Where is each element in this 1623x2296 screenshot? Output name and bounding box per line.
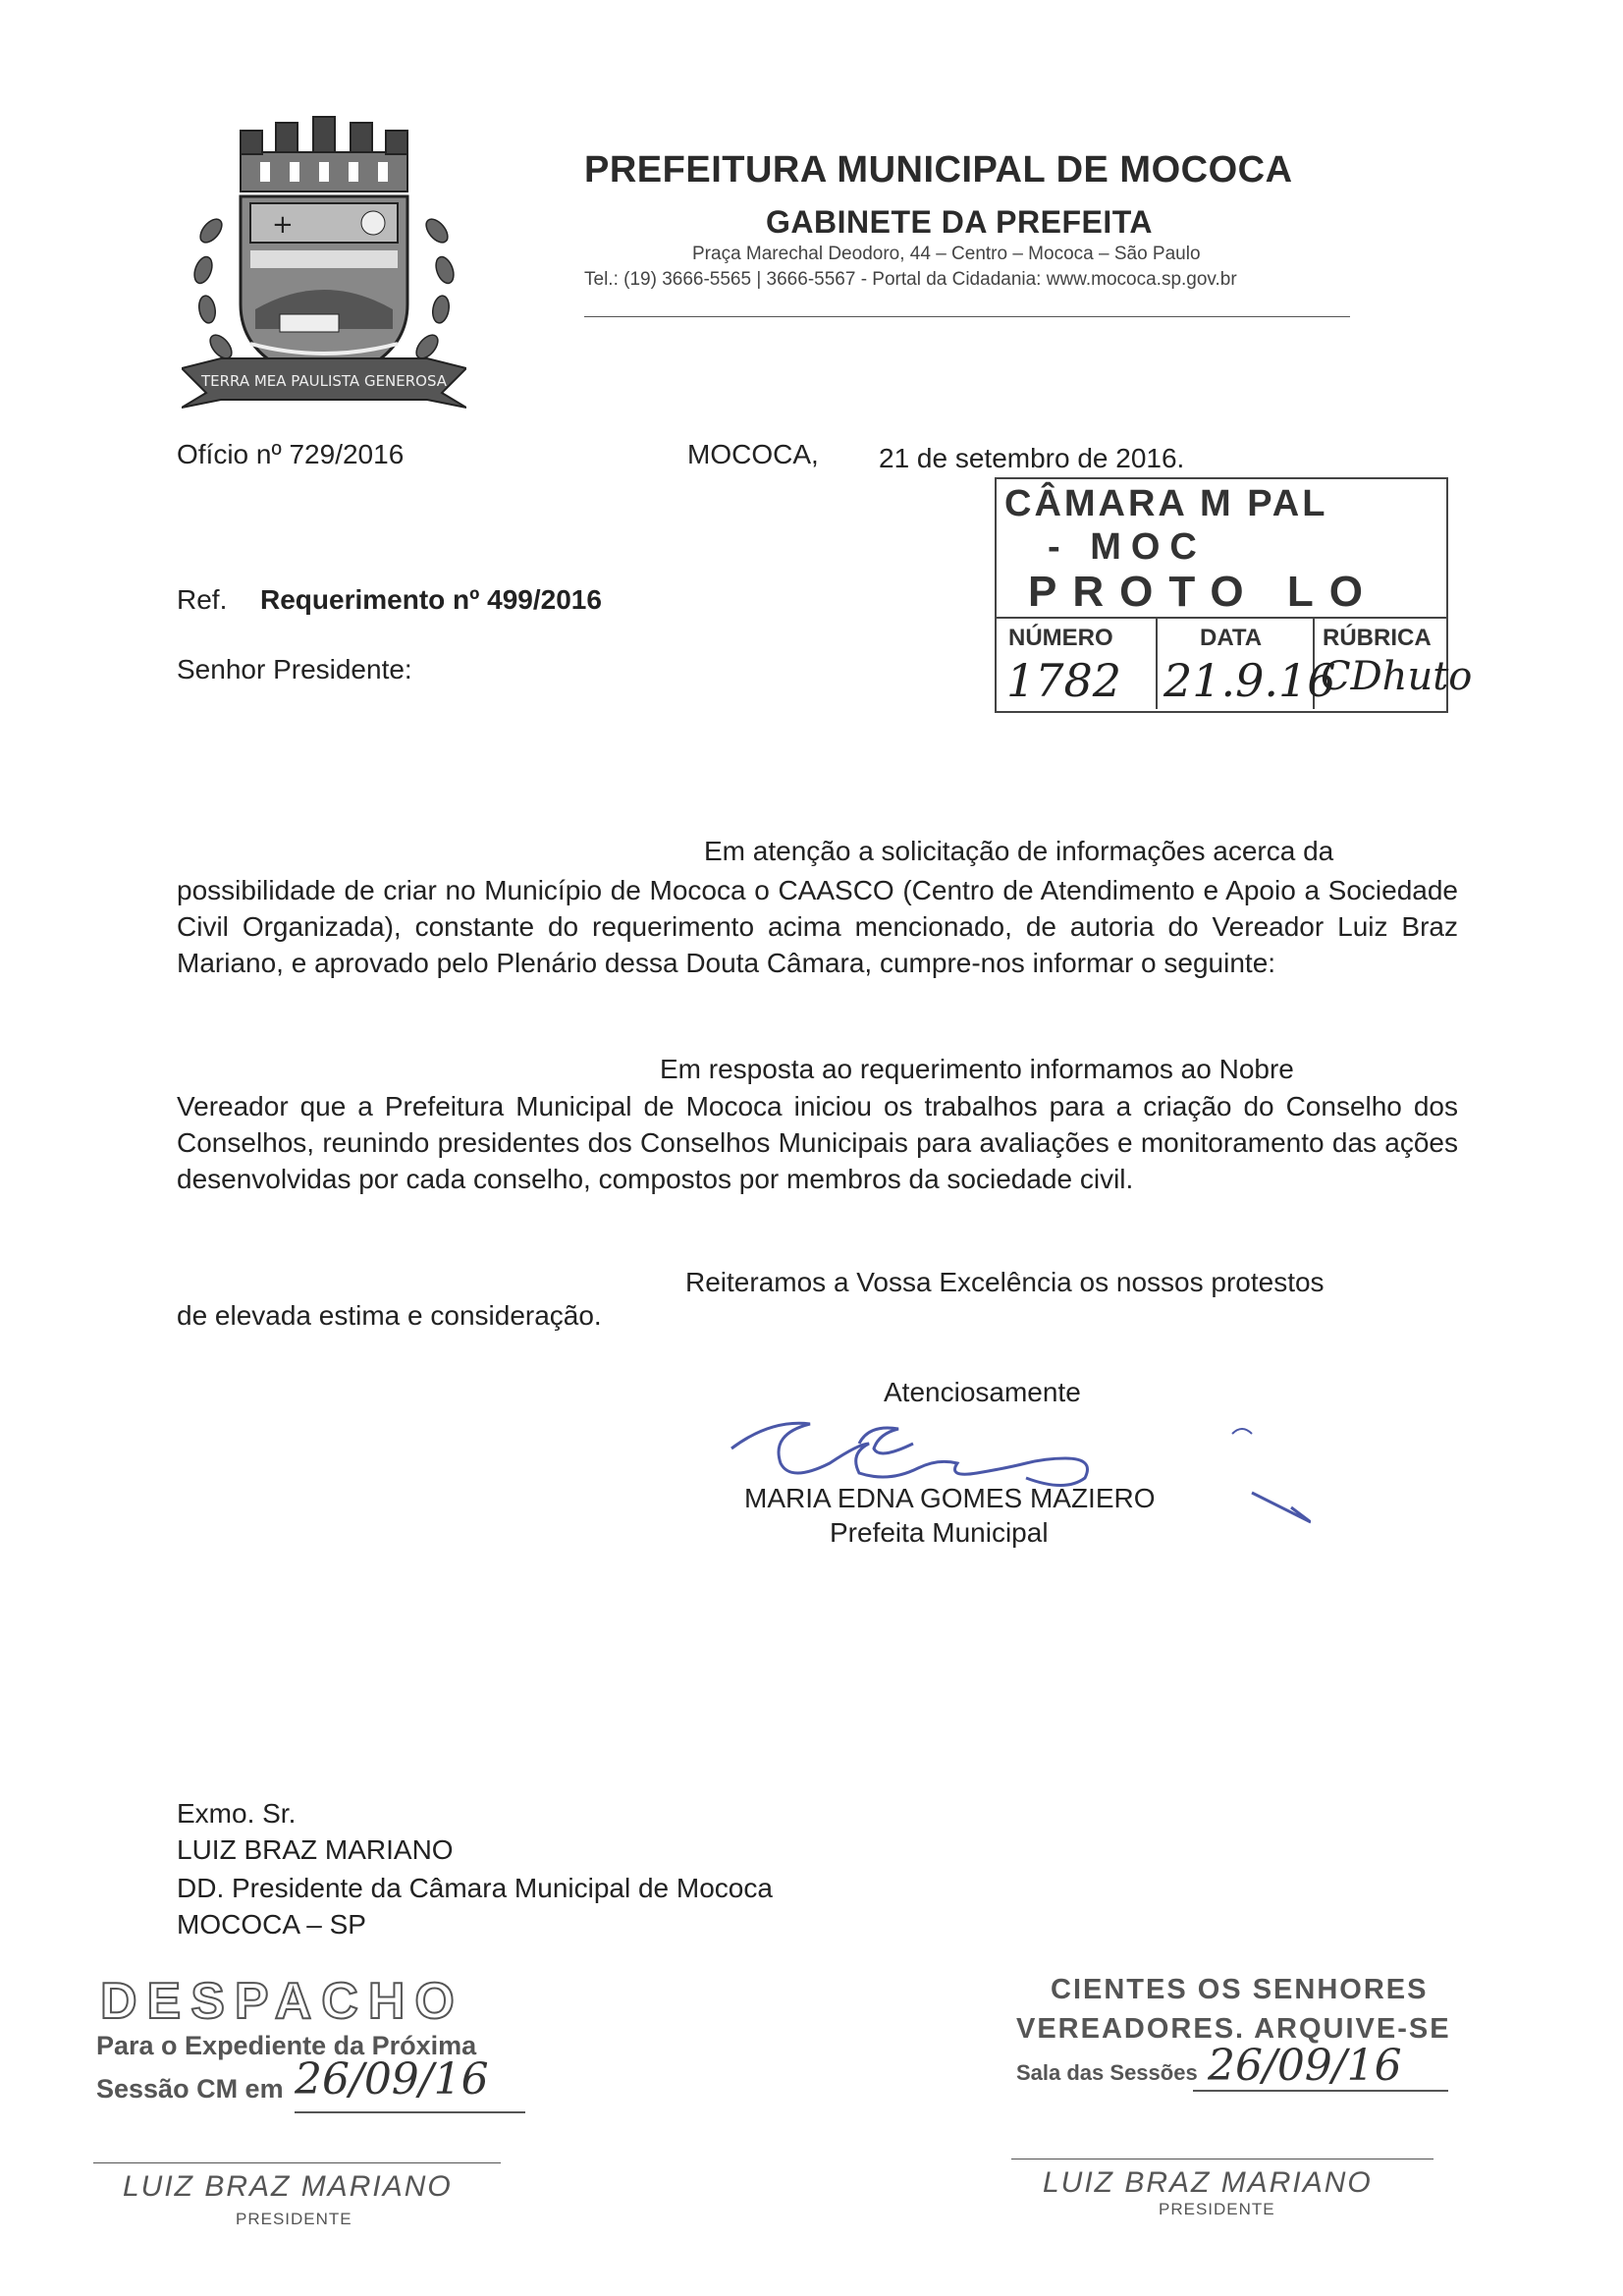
addressee-city: MOCOCA – SP [177,1909,366,1940]
despacho-handwritten-date: 26/09/16 [295,2054,489,2105]
despacho-date-underline [295,2111,525,2113]
paragraph-1-body: possibilidade de criar no Município de Mococa o CAASCO (Centro de Atendimento e Apoio a Sociedade Civil Organizada), constante do requerimento acima mencionado, de autoria do Vereador Luiz Braz Mariano, e aprovado pelo Plenário dessa Douta Câmara, cumpre-nos informar o seguinte: [177,875,1458,978]
signer-role: Prefeita Municipal [830,1517,1049,1548]
cientes-stamp-name: LUIZ BRAZ MARIANO [1043,2166,1373,2199]
cientes-handwritten-date: 26/09/16 [1208,2041,1402,2091]
paragraph-2-first-line: Em resposta ao requerimento informamos ao Nobre [660,1054,1294,1084]
addressee-title: DD. Presidente da Câmara Municipal de Mococa [177,1873,773,1903]
protocol-date-label: DATA [1200,625,1263,651]
addressee-line1: Exmo. Sr. [177,1798,297,1829]
municipal-coat-of-arms-icon [182,113,466,427]
paragraph-3-body: de elevada estima e consideração. [177,1300,602,1331]
closing-greeting: Atenciosamente [884,1377,1081,1407]
svg-text:+: + [272,210,294,240]
cientes-stamp-line3: Sala das Sessões [1016,2060,1198,2085]
letterhead-contact: Tel.: (19) 3666-5565 | 3666-5567 - Portal da Cidadania: www.mococa.sp.gov.br [584,269,1237,290]
addressee-name: LUIZ BRAZ MARIANO [177,1834,454,1865]
place: MOCOCA, [687,439,819,469]
svg-text:TERRA MEA PAULISTA GENEROSA: TERRA MEA PAULISTA GENEROSA [200,372,448,390]
letterhead-title: PREFEITURA MUNICIPAL DE MOCOCA [584,149,1293,191]
letter-date: 21 de setembro de 2016. [879,443,1185,473]
despacho-signature-line [93,2162,501,2163]
protocol-rubric-value: CDhuto [1321,654,1473,699]
protocol-stamp-column-divider [1156,617,1158,709]
cientes-stamp-line2: VEREADORES. ARQUIVE-SE [1016,2013,1451,2045]
protocol-stamp [989,469,1473,727]
protocol-rubric-label: RÚBRICA [1323,625,1432,651]
despacho-stamp-name: LUIZ BRAZ MARIANO [123,2170,453,2203]
protocol-stamp-line1: CÂMARA M PAL [1004,483,1328,524]
letterhead-divider [584,316,1350,317]
cientes-date-underline [1193,2090,1448,2092]
despacho-stamp-role: PRESIDENTE [236,2210,352,2228]
protocol-stamp-divider [995,617,1446,619]
ref-value: Requerimento nº 499/2016 [260,584,602,615]
paragraph-1-first-line: Em atenção a solicitação de informações acerca da [704,836,1334,866]
letterhead-address: Praça Marechal Deodoro, 44 – Centro – Mococa – São Paulo [692,244,1201,264]
paragraph-3-first-line: Reiteramos a Vossa Excelência os nossos protestos [685,1267,1325,1297]
protocol-stamp-line3: PROTO LO [1028,568,1379,616]
oficio-number: Ofício nº 729/2016 [177,439,405,469]
cientes-stamp-role: PRESIDENTE [1159,2200,1275,2218]
protocol-date-value: 21.9.16 [1163,654,1336,707]
protocol-number-label: NÚMERO [1008,625,1113,651]
paragraph-2-body: Vereador que a Prefeitura Municipal de Mococa iniciou os trabalhos para a criação do Conselho dos Conselhos, reunindo presidentes dos Conselhos Municipais para avaliações e monitoramento das ações desenvolvidas por cada conselho, compostos por membros da sociedade civil. [177,1091,1458,1194]
ref-label: Ref. [177,584,228,615]
protocol-stamp-line2: - MOC [1048,526,1207,568]
salutation: Senhor Presidente: [177,654,412,684]
despacho-stamp-line2: Sessão CM em [96,2074,284,2104]
despacho-stamp-title: DESPACHO [100,1973,464,2030]
protocol-number-value: 1782 [1006,654,1122,707]
despacho-stamp-line1: Para o Expediente da Próxima [96,2031,477,2060]
signer-name: MARIA EDNA GOMES MAZIERO [744,1483,1156,1513]
cientes-stamp-line1: CIENTES OS SENHORES [1051,1974,1429,2005]
letterhead-subtitle: GABINETE DA PREFEITA [766,204,1154,240]
